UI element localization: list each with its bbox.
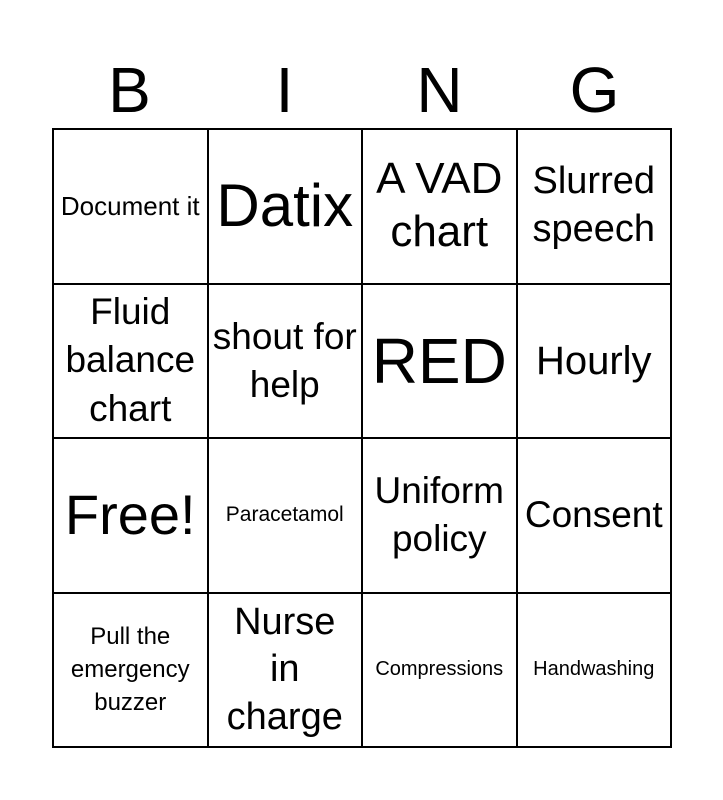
- cell-label: Consent: [524, 494, 663, 536]
- bingo-cell-handwashing[interactable]: [518, 594, 673, 749]
- cell-label: Uniform policy: [374, 470, 505, 560]
- bingo-cell-fluid-balance-chart[interactable]: [54, 285, 209, 440]
- bingo-cell-hourly[interactable]: [518, 285, 673, 440]
- bingo-cell-uniform-policy[interactable]: [363, 439, 518, 594]
- cell-label: shout for help: [212, 315, 357, 405]
- cell-label: Compressions: [375, 657, 504, 680]
- cell-label: Fluid balance chart: [65, 290, 196, 430]
- cell-label: Free!: [64, 483, 196, 547]
- bingo-cell-paracetamol[interactable]: [209, 439, 364, 594]
- cell-label: Hourly: [535, 338, 652, 383]
- header-letter-b: B: [108, 54, 151, 126]
- cell-label: Slurred speech: [532, 160, 656, 251]
- bingo-cell-red[interactable]: [363, 285, 518, 440]
- bingo-cell-pull-emergency-buzzer[interactable]: [54, 594, 209, 749]
- cell-label: Paracetamol: [225, 502, 344, 526]
- bingo-cell-slurred-speech[interactable]: [518, 130, 673, 285]
- header-letter-i: I: [275, 54, 294, 126]
- bingo-board: [52, 128, 672, 748]
- bingo-cell-nurse-in-charge[interactable]: [209, 594, 364, 749]
- header-letter-g: G: [569, 54, 620, 126]
- cell-label: RED: [371, 324, 507, 397]
- cell-label: Nurse in charge: [226, 600, 343, 738]
- bingo-cell-datix[interactable]: [209, 130, 364, 285]
- bingo-cell-document-it[interactable]: [54, 130, 209, 285]
- bingo-cell-shout-for-help[interactable]: [209, 285, 364, 440]
- cell-label: Datix: [216, 172, 354, 240]
- cell-label: Pull the emergency buzzer: [70, 623, 190, 717]
- bingo-cell-consent[interactable]: [518, 439, 673, 594]
- bingo-cell-compressions[interactable]: [363, 594, 518, 749]
- bingo-cell-vad-chart[interactable]: [363, 130, 518, 285]
- header-letter-n: N: [416, 54, 463, 126]
- cell-label: A VAD chart: [376, 154, 503, 257]
- cell-label: Handwashing: [533, 657, 655, 680]
- bingo-cell-free[interactable]: [54, 439, 209, 594]
- bingo-header: [52, 50, 672, 128]
- cell-label: Document it: [60, 190, 200, 221]
